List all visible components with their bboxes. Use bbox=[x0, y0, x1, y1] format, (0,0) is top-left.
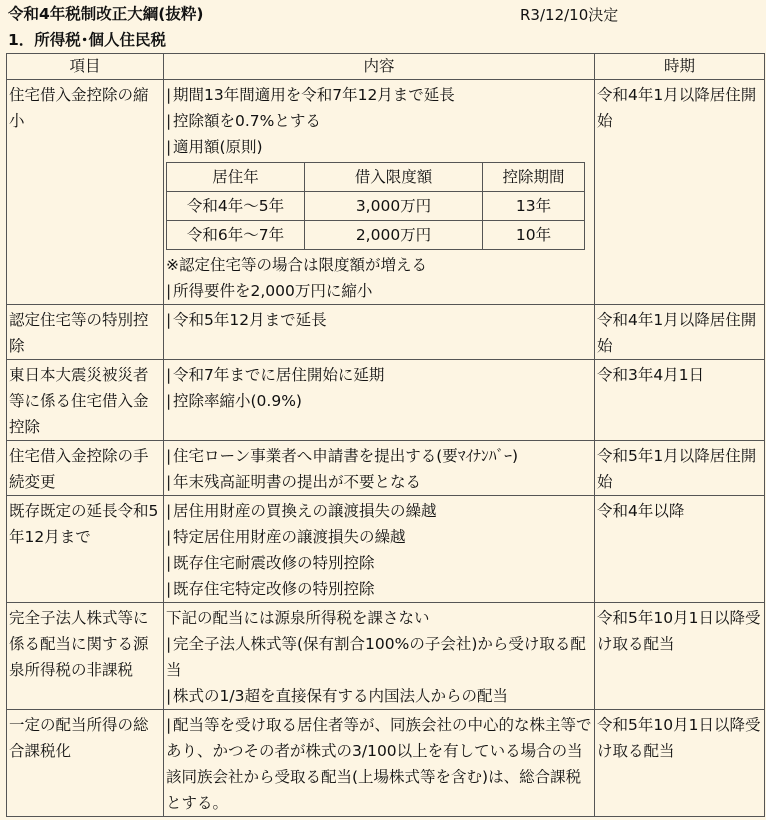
content-line: | 完全子法人株式等(保有割合100%の子会社)から受け取る配当 bbox=[166, 631, 592, 683]
content-line: | 所得要件を2,000万円に縮小 bbox=[166, 278, 592, 304]
content-line: | 年末残高証明書の提出が不要となる bbox=[166, 469, 592, 495]
column-header-content: 内容 bbox=[164, 54, 595, 80]
content-line: | 株式の1/3超を直接保有する内国法人からの配当 bbox=[166, 683, 592, 709]
row-item: 完全子法人株式等に係る配当に関する源泉所得税の非課税 bbox=[7, 603, 164, 710]
tax-reform-table bbox=[6, 53, 765, 817]
sub-cell: 令和4年～5年 bbox=[167, 192, 305, 221]
content-line: | 居住用財産の買換えの譲渡損失の繰越 bbox=[166, 498, 592, 524]
row-period: 令和5年1月以降居住開始 bbox=[595, 441, 765, 496]
row-content bbox=[164, 80, 595, 305]
sub-header-row bbox=[167, 163, 585, 192]
row-item: 東日本大震災被災者等に係る住宅借入金控除 bbox=[7, 360, 164, 441]
row-item: 一定の配当所得の総合課税化 bbox=[7, 710, 164, 817]
row-item: 既存既定の延長令和5年12月まで bbox=[7, 496, 164, 603]
content-line: | 控除率縮小(0.9%) bbox=[166, 388, 592, 414]
table-row bbox=[7, 305, 765, 360]
sub-row bbox=[167, 221, 585, 250]
sub-cell: 10年 bbox=[483, 221, 585, 250]
row-item: 認定住宅等の特別控除 bbox=[7, 305, 164, 360]
table-row bbox=[7, 496, 765, 603]
row-period: 令和5年10月1日以降受け取る配当 bbox=[595, 710, 765, 817]
row-content bbox=[164, 305, 595, 360]
table-row bbox=[7, 710, 765, 817]
row-content bbox=[164, 441, 595, 496]
row-item: 住宅借入金控除の手続変更 bbox=[7, 441, 164, 496]
sub-cell: 令和6年～7年 bbox=[167, 221, 305, 250]
content-line: | 期間13年間適用を令和7年12月まで延長 bbox=[166, 82, 592, 108]
content-line: | 既存住宅特定改修の特別控除 bbox=[166, 576, 592, 602]
table-row bbox=[7, 603, 765, 710]
sub-cell: 3,000万円 bbox=[305, 192, 483, 221]
sub-header-cell: 借入限度額 bbox=[305, 163, 483, 192]
page-title: 令和4年税制改正大綱(抜粋) bbox=[8, 5, 204, 23]
row-period: 令和4年以降 bbox=[595, 496, 765, 603]
column-header-period: 時期 bbox=[595, 54, 765, 80]
content-line: | 控除額を0.7%とする bbox=[166, 108, 592, 134]
row-item: 住宅借入金控除の縮小 bbox=[7, 80, 164, 305]
sub-cell: 13年 bbox=[483, 192, 585, 221]
row-content bbox=[164, 710, 595, 817]
sub-header-cell: 居住年 bbox=[167, 163, 305, 192]
content-line: | 適用額(原則) bbox=[166, 134, 592, 160]
sub-cell: 2,000万円 bbox=[305, 221, 483, 250]
row-period: 令和3年4月1日 bbox=[595, 360, 765, 441]
content-line: | 令和7年までに居住開始に延期 bbox=[166, 362, 592, 388]
table-row bbox=[7, 360, 765, 441]
table-row bbox=[7, 441, 765, 496]
row-period: 令和5年10月1日以降受け取る配当 bbox=[595, 603, 765, 710]
sub-header-cell: 控除期間 bbox=[483, 163, 585, 192]
table-row bbox=[7, 80, 765, 305]
row-content bbox=[164, 360, 595, 441]
content-intro: 下記の配当には源泉所得税を課さない bbox=[166, 609, 430, 627]
sub-row bbox=[167, 192, 585, 221]
deduction-limit-table bbox=[166, 162, 585, 250]
row-content bbox=[164, 496, 595, 603]
row-period: 令和4年1月以降居住開始 bbox=[595, 305, 765, 360]
section-heading: 1．所得税･個人住民税 bbox=[8, 31, 167, 49]
content-note: ※認定住宅等の場合は限度額が増える bbox=[166, 256, 427, 274]
decision-date: R3/12/10決定 bbox=[520, 6, 619, 24]
content-line: | 特定居住用財産の譲渡損失の繰越 bbox=[166, 524, 592, 550]
content-line: | 令和5年12月まで延長 bbox=[166, 307, 592, 333]
row-period: 令和4年1月以降居住開始 bbox=[595, 80, 765, 305]
content-line: | 配当等を受け取る居住者等が、同族会社の中心的な株主等であり、かつその者が株式の3/100以上を有している場合の当該同族会社から受取る配当(上場株式等を含む)は、総合課税とする。 bbox=[166, 712, 592, 816]
row-content bbox=[164, 603, 595, 710]
column-header-item: 項目 bbox=[7, 54, 164, 80]
content-line: | 既存住宅耐震改修の特別控除 bbox=[166, 550, 592, 576]
content-line: | 住宅ローン事業者へ申請書を提出する(要ﾏｲﾅﾝﾊﾞｰ) bbox=[166, 443, 592, 469]
table-header-row bbox=[7, 54, 765, 80]
